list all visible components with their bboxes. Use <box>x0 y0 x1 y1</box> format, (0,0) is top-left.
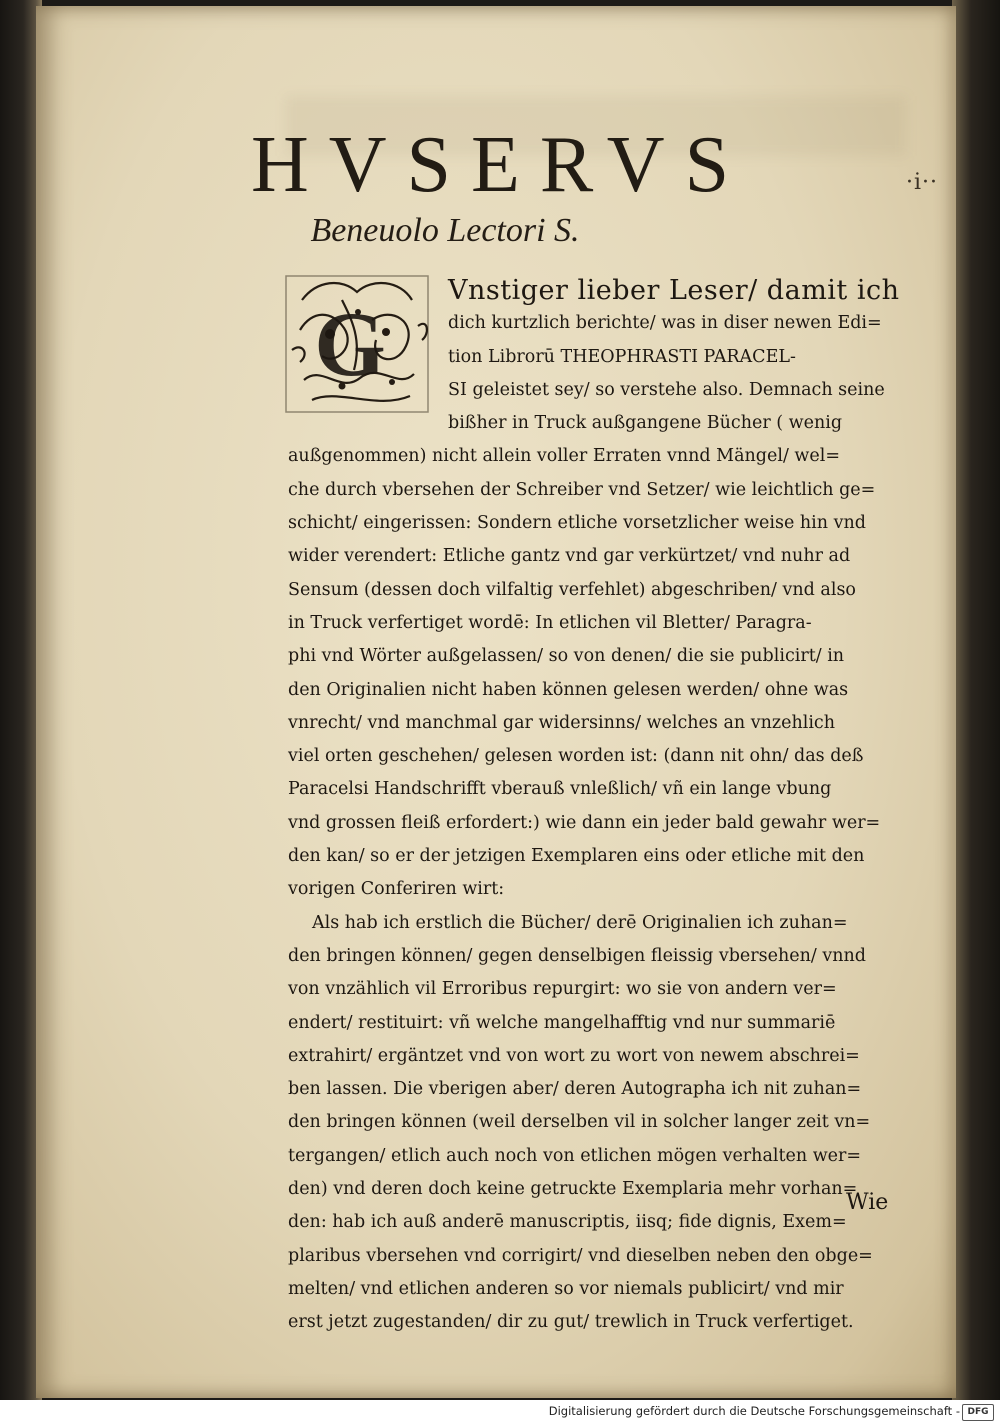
body-line: extrahirt/ ergäntzet vnd von wort zu wort von newem abschrei= <box>288 1045 860 1066</box>
footer-bar <box>0 1400 1000 1424</box>
body-line: Vnstiger lieber Leser/ damit ich <box>448 275 900 306</box>
body-line: bißher in Truck außgangene Bücher ( wenig <box>448 413 843 434</box>
body-line: Sensum (dessen doch vilfaltig verfehlet) abgeschriben/ vnd also <box>288 579 856 600</box>
page-subtitle: Beneuolo Lectori S. <box>310 212 580 249</box>
body-line: viel orten geschehen/ gelesen worden ist: (dann nit ohn/ das deß <box>288 746 864 767</box>
book-edge-right <box>952 0 1000 1400</box>
body-line: vorigen Conferiren wirt: <box>288 879 505 900</box>
body-line: erst jetzt zugestanden/ dir zu gut/ trewlich in Truck verfertiget. <box>288 1312 854 1333</box>
body-line: in Truck verfertiget wordē: In etlichen vil Bletter/ Paragra- <box>288 612 812 633</box>
body-line: endert/ restituirt: vñ welche mangelhafftig vnd nur summariē <box>288 1012 836 1033</box>
body-line: den bringen können/ gegen denselbigen fleissig vbersehen/ vnnd <box>288 945 866 966</box>
body-line: tergangen/ etlich auch noch von etlichen mögen verhalten wer= <box>288 1145 862 1166</box>
folio-mark: ·i·· <box>906 170 939 195</box>
body-line: plaribus vbersehen vnd corrigirt/ vnd dieselben neben den obge= <box>288 1245 873 1266</box>
body-line: melten/ vnd etlichen anderen so vor niemals publicirt/ vnd mir <box>288 1278 844 1299</box>
body-line: Paracelsi Handschrifft vberauß vnleßlich/ vñ ein lange vbung <box>288 779 832 800</box>
body-line: vnd grossen fleiß erfordert:) wie dann ein jeder bald gewahr wer= <box>288 812 881 833</box>
body-line: Als hab ich erstlich die Bücher/ derē Originalien ich zuhan= <box>312 912 848 933</box>
body-line: phi vnd Wörter außgelassen/ so von denen/ die sie publicirt/ in <box>288 646 845 667</box>
body-line: dich kurtzlich berichte/ was in diser newen Edi= <box>448 313 882 334</box>
body-line: den Originalien nicht haben können gelesen werden/ ohne was <box>288 679 849 700</box>
body-line: außgenommen) nicht allein voller Erraten vnnd Mängel/ wel= <box>288 446 841 467</box>
body-line: von vnzählich vil Erroribus repurgirt: wo sie von andern ver= <box>288 979 837 1000</box>
body-line: SI geleistet sey/ so verstehe also. Demnach seine <box>448 379 885 400</box>
body-line: vnrecht/ vnd manchmal gar widersinns/ welches an vnzehlich <box>288 712 835 733</box>
body-line: tion Librorū THEOPHRASTI PARACEL- <box>448 346 796 367</box>
catchword: Wie <box>846 1190 889 1215</box>
dropcap-letter: G <box>314 293 386 395</box>
page-title: HVSERVS <box>250 121 750 209</box>
body-line: che durch vbersehen der Schreiber vnd Setzer/ wie leichtlich ge= <box>288 479 876 500</box>
dfg-logo-icon: DFG <box>962 1404 994 1421</box>
footer-credit: Digitalisierung gefördert durch die Deutsche Forschungsgemeinschaft - <box>548 1404 960 1418</box>
body-line: den bringen können (weil derselben vil in solcher langer zeit vn= <box>288 1112 871 1133</box>
body-text <box>288 274 906 1340</box>
body-line: schicht/ eingerissen: Sondern etliche vorsetzlicher weise hin vnd <box>288 513 866 534</box>
body-line: wider verendert: Etliche gantz vnd gar verkürtzet/ vnd nuhr ad <box>288 546 851 567</box>
body-line: den: hab ich auß anderē manuscriptis, iisq; fide dignis, Exem= <box>288 1212 847 1233</box>
body-line: den kan/ so er der jetzigen Exemplaren eins oder etliche mit den <box>288 846 865 867</box>
body-line: ben lassen. Die vberigen aber/ deren Autographa ich nit zuhan= <box>288 1079 862 1100</box>
body-line: den) vnd deren doch keine getruckte Exemplaria mehr vorhan= <box>288 1179 858 1200</box>
